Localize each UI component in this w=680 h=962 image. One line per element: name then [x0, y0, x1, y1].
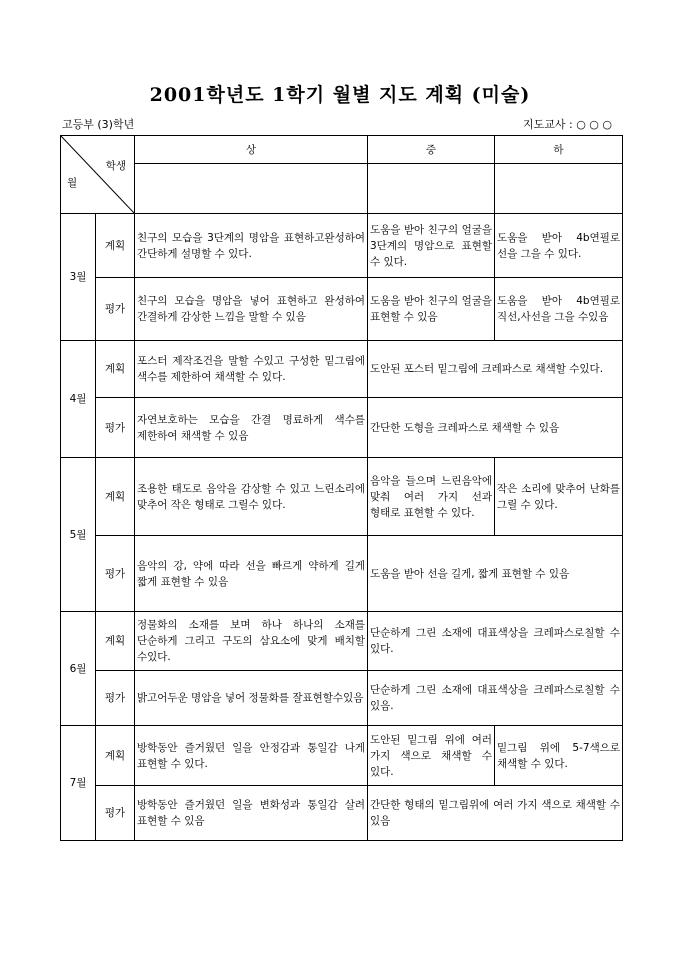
eval-label: 평가 [96, 786, 135, 841]
eval-jung-ha: 도움을 받아 선을 길게, 짧게 표현할 수 있음 [368, 536, 623, 612]
eval-label: 평가 [96, 536, 135, 612]
month-cell: 3월 [61, 214, 96, 341]
header-month-label: 월 [67, 177, 78, 189]
table-header-blank-row [61, 164, 623, 214]
table-row [61, 278, 623, 341]
plan-label: 계획 [96, 726, 135, 786]
table-header-row [61, 136, 623, 164]
month-cell: 4월 [61, 341, 96, 458]
plan-sang: 정물화의 소재를 보며 하나 하나의 소재를 단순하게 그리고 구도의 삼요소에 맞게 배치할 수있다. [135, 612, 368, 671]
plan-jung: 도움을 받아 친구의 얼굴을 3단계의 명암으로 표현할 수 있다. [368, 214, 495, 278]
table-row [61, 458, 623, 536]
plan-sang: 친구의 모습을 3단계의 명암을 표현하고완성하여 간단하게 설명할 수 있다. [135, 214, 368, 278]
table-row [61, 398, 623, 458]
table-row [61, 341, 623, 398]
header-level-jung: 중 [368, 136, 495, 164]
plan-sang: 조용한 태도로 음악을 감상할 수 있고 느린소리에 맞추어 작은 형태로 그릴수 있다. [135, 458, 368, 536]
eval-label: 평가 [96, 671, 135, 726]
header-corner-cell [61, 136, 135, 214]
eval-label: 평가 [96, 278, 135, 341]
page-title: 2001학년도 1학기 월별 지도 계획 (미술) [149, 84, 531, 106]
table-row [61, 214, 623, 278]
header-student-label: 학생 [105, 160, 126, 172]
month-cell: 5월 [61, 458, 96, 612]
table-row [61, 612, 623, 671]
eval-sang: 자연보호하는 모습을 간결 명료하게 색수를 제한하여 채색할 수 있음 [135, 398, 368, 458]
month-cell: 7월 [61, 726, 96, 841]
month-cell: 6월 [61, 612, 96, 726]
table-row [61, 671, 623, 726]
plan-ha: 도움을 받아 4b연필로 선을 그을 수 있다. [495, 214, 623, 278]
eval-jung-ha: 간단한 형태의 밑그림위에 여러 가지 색으로 채색할 수 있음 [368, 786, 623, 841]
blank-cell [495, 164, 623, 214]
plan-sang: 방학동안 즐거웠던 일을 안정감과 통일감 나게 표현할 수 있다. [135, 726, 368, 786]
plan-jung-ha: 도안된 포스터 밑그림에 크레파스로 채색할 수있다. [368, 341, 623, 398]
eval-sang: 음악의 강, 약에 따라 선을 빠르게 약하게 길게 짧게 표현할 수 있음 [135, 536, 368, 612]
eval-sang: 방학동안 즐거웠던 일을 변화성과 통일감 살려 표현할 수 있음 [135, 786, 368, 841]
eval-sang: 밝고어두운 명암을 넣어 정물화를 잘표현할수있음 [135, 671, 368, 726]
plan-ha: 밑그림 위에 5-7색으로 채색할 수 있다. [495, 726, 623, 786]
eval-ha: 도움을 받아 4b연필로 직선,사선을 그을 수있음 [495, 278, 623, 341]
header-level-ha: 하 [495, 136, 623, 164]
grade-label: 고등부 (3)학년 [62, 118, 135, 131]
plan-label: 계획 [96, 341, 135, 398]
plan-jung-ha: 단순하게 그린 소재에 대표색상을 크레파스로칠할 수 있다. [368, 612, 623, 671]
monthly-plan-table [60, 135, 623, 841]
blank-cell [368, 164, 495, 214]
plan-jung: 도안된 밑그림 위에 여러 가지 색으로 채색할 수 있다. [368, 726, 495, 786]
eval-sang: 친구의 모습을 명암을 넣어 표현하고 완성하여 간결하게 감상한 느낌을 말할 수 있음 [135, 278, 368, 341]
plan-jung: 음악을 들으며 느린음악에 맞춰 여러 가지 선과 형태로 표현할 수 있다. [368, 458, 495, 536]
eval-jung: 도움을 받아 친구의 얼굴을 표현할 수 있음 [368, 278, 495, 341]
table-row [61, 786, 623, 841]
plan-ha: 작은 소리에 맞추어 난화를 그릴 수 있다. [495, 458, 623, 536]
eval-label: 평가 [96, 398, 135, 458]
header-level-sang: 상 [135, 136, 368, 164]
plan-label: 계획 [96, 214, 135, 278]
eval-jung-ha: 간단한 도형을 크레파스로 채색할 수 있음 [368, 398, 623, 458]
plan-sang: 포스터 제작조건을 말할 수있고 구성한 밑그림에 색수를 제한하여 채색할 수 있다. [135, 341, 368, 398]
table-row [61, 536, 623, 612]
plan-label: 계획 [96, 612, 135, 671]
teacher-label: 지도교사 : ○ ○ ○ [523, 118, 612, 131]
eval-jung-ha: 단순하게 그린 소재에 대표색상을 크레파스로칠할 수 있음. [368, 671, 623, 726]
blank-cell [135, 164, 368, 214]
plan-label: 계획 [96, 458, 135, 536]
table-row [61, 726, 623, 786]
